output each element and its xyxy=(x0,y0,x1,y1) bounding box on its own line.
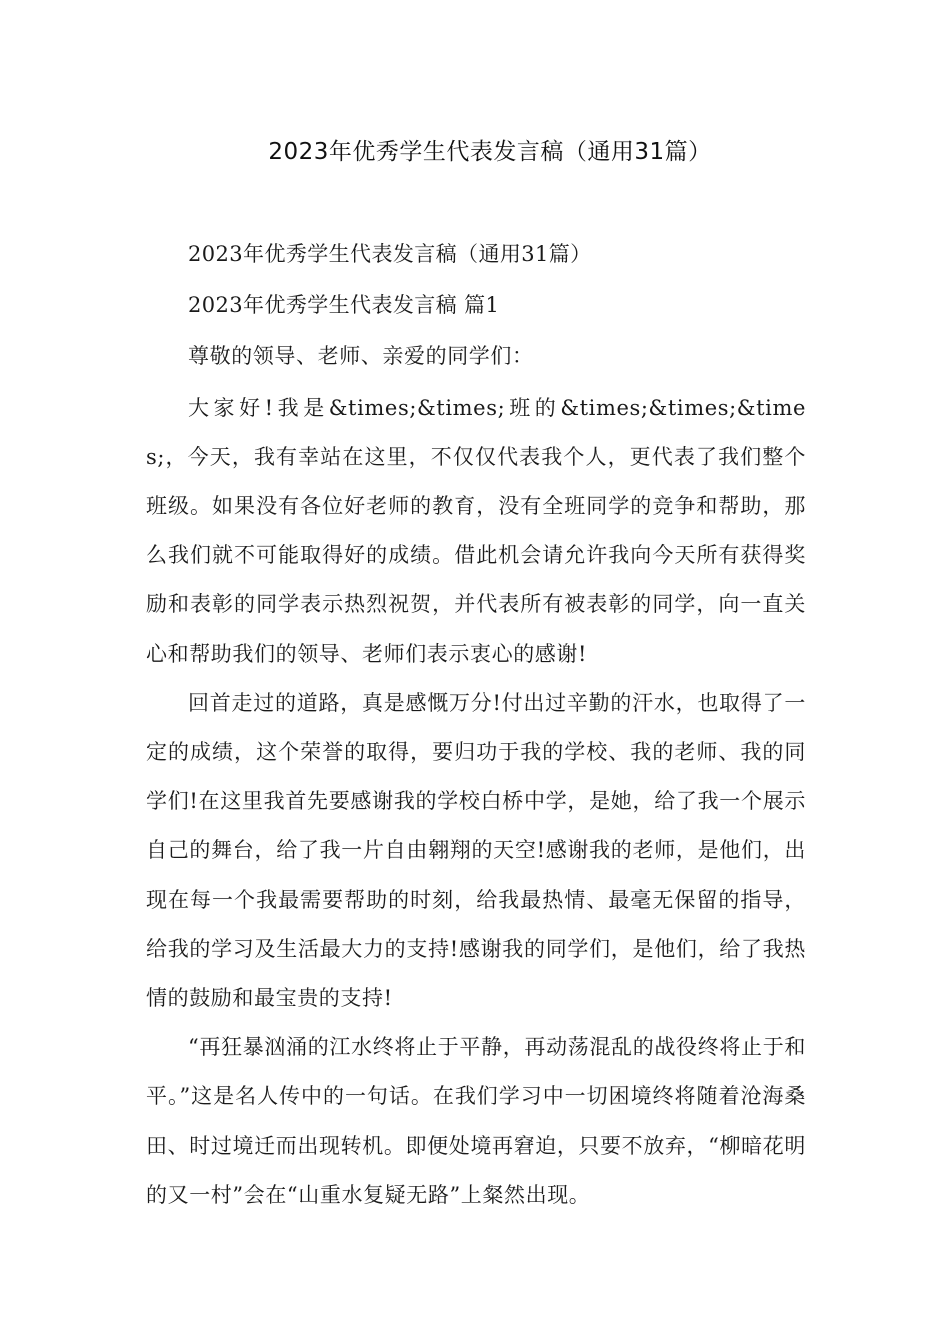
document-title: 2023年优秀学生代表发言稿（通用31篇） xyxy=(268,139,712,165)
document-body xyxy=(146,230,806,1220)
body-paragraph: 大家好!我是&times;&times;班的&times;&times;&times;，今天，我有幸站在这里，不仅仅代表我个人，更代表了我们整个班级。如果没有各位好老师的教育，没有全班同学的竞争和帮助，那么我们就不可能取得好的成绩。借此机会请允许我向今天所有获得奖励和表彰的同学表示热烈祝贺，并代表所有被表彰的同学，向一直关心和帮助我们的领导、老师们表示衷心的感谢! xyxy=(146,395,806,666)
section-heading-paragraph: 2023年优秀学生代表发言稿 篇1 xyxy=(188,293,500,318)
salutation-paragraph: 尊敬的领导、老师、亲爱的同学们： xyxy=(188,344,534,369)
body-paragraph: “再狂暴汹涌的江水终将止于平静，再动荡混乱的战役终将止于和平。”这是名人传中的一句话。在我们学习中一切困境终将随着沧海桑田、时过境迁而出现转机。即便处境再窘迫，只要不放弃，“柳暗花明的又一村”会在“山重水复疑无路”上粲然出现。 xyxy=(146,1035,806,1207)
repeated-title-paragraph: 2023年优秀学生代表发言稿（通用31篇） xyxy=(188,242,592,266)
body-paragraph: 回首走过的道路，真是感慨万分!付出过辛勤的汗水，也取得了一定的成绩，这个荣誉的取得，要归功于我的学校、我的老师、我的同学们!在这里我首先要感谢我的学校白桥中学，是她，给了我一个展示自己的舞台，给了我一片自由翱翔的天空!感谢我的老师，是他们，出现在每一个我最需要帮助的时刻，给我最热情、最毫无保留的指导，给我的学习及生活最大力的支持!感谢我的同学们，是他们，给了我热情的鼓励和最宝贵的支持! xyxy=(146,690,806,1011)
